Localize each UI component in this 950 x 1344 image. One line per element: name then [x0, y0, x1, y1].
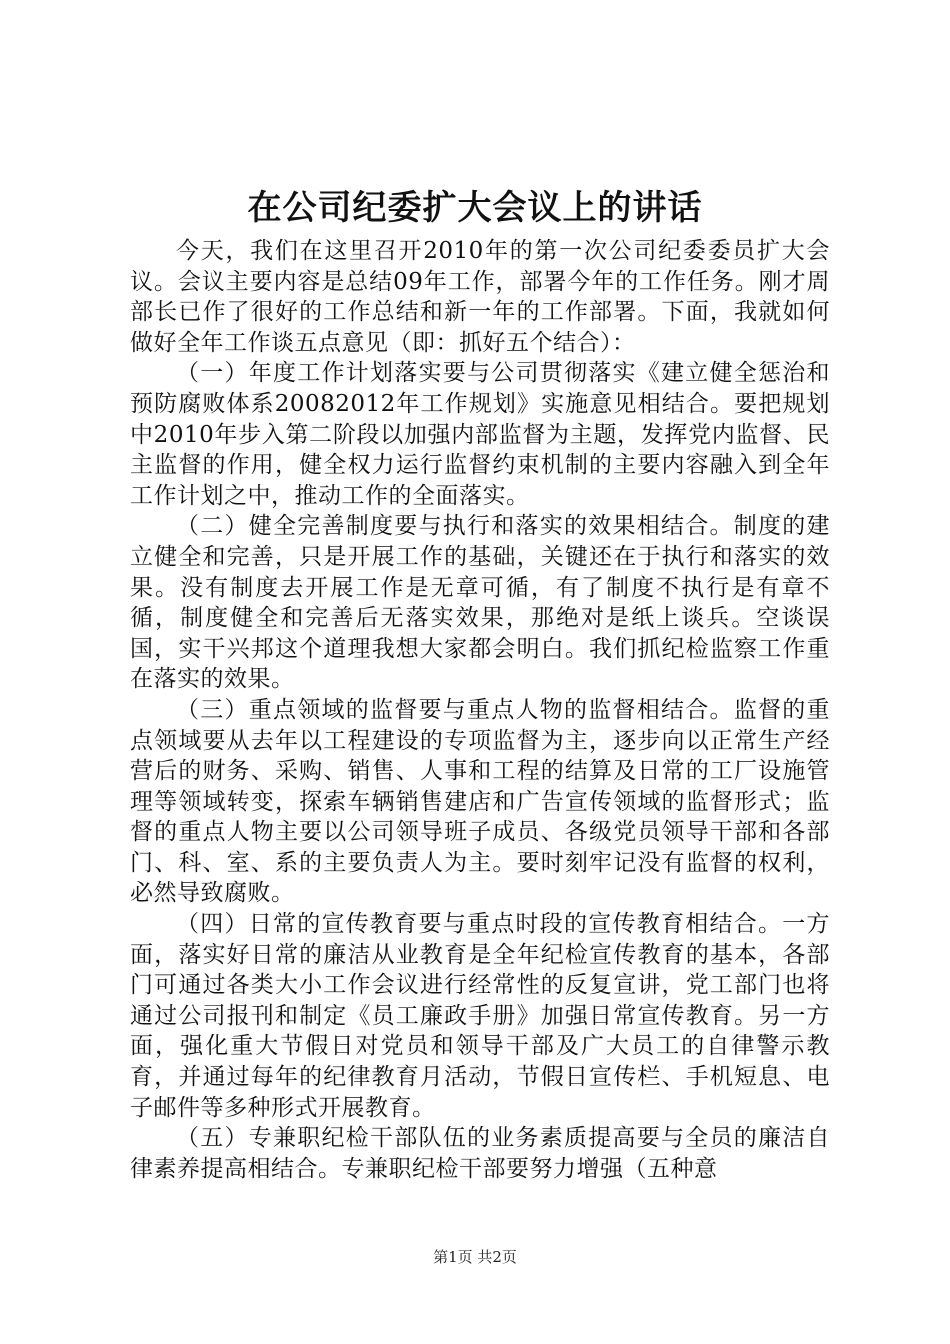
paragraph-point-4: （四）日常的宣传教育要与重点时段的宣传教育相结合。一方面，落实好日常的廉洁从业教育是全年纪检宣传教育的基本，各部门可通过各类大小工作会议进行经常性的反复宣讲，党工部门也将通过公司报刊和制定《员工廉政手册》加强日常宣传教育。另一方面，强化重大节假日对党员和领导干部及广大员工的自律警示教育，并通过每年的纪律教育月活动，节假日宣传栏、手机短息、电子邮件等多种形式开展教育。: [130, 911, 830, 1121]
paragraph-point-1: （一）年度工作计划落实要与公司贯彻落实《建立健全惩治和预防腐败体系20082012年工作规划》实施意见相结合。要把规划中2010年步入第二阶段以加强内部监督为主题，发挥党内监督、民主监督的作用，健全权力运行监督约束机制的主要内容融入到全年工作计划之中，推动工作的全面落实。: [130, 360, 830, 509]
document-body: [130, 236, 830, 1184]
document-title: 在公司纪委扩大会议上的讲话: [247, 188, 703, 228]
paragraph-point-2: （二）健全完善制度要与执行和落实的效果相结合。制度的建立健全和完善，只是开展工作的基础，关键还在于执行和落实的效果。没有制度去开展工作是无章可循，有了制度不执行是有章不循，制度健全和完善后无落实效果，那绝对是纸上谈兵。空谈误国，实干兴邦这个道理我想大家都会明白。我们抓纪检监察工作重在落实的效果。: [130, 513, 830, 693]
paragraph-point-5: （五）专兼职纪检干部队伍的业务素质提高要与全员的廉洁自律素养提高相结合。专兼职纪检干部要努力增强（五种意: [130, 1125, 830, 1182]
paragraph-intro: 今天，我们在这里召开2010年的第一次公司纪委委员扩大会议。会议主要内容是总结09年工作，部署今年的工作任务。刚才周部长已作了很好的工作总结和新一年的工作部署。下面，我就如何做好全年工作谈五点意见（即：抓好五个结合）：: [130, 238, 830, 356]
paragraph-point-3: （三）重点领域的监督要与重点人物的监督相结合。监督的重点领域要从去年以工程建设的专项监督为主，逐步向以正常生产经营后的财务、采购、销售、人事和工程的结算及日常的工厂设施管理等领域转变，探索车辆销售建店和广告宣传领域的监督形式；监督的重点人物主要以公司领导班子成员、各级党员领导干部和各部门、科、室、系的主要负责人为主。要时刻牢记没有监督的权利，必然导致腐败。: [130, 696, 830, 907]
page-number-footer: 第1页 共2页: [433, 1248, 517, 1266]
